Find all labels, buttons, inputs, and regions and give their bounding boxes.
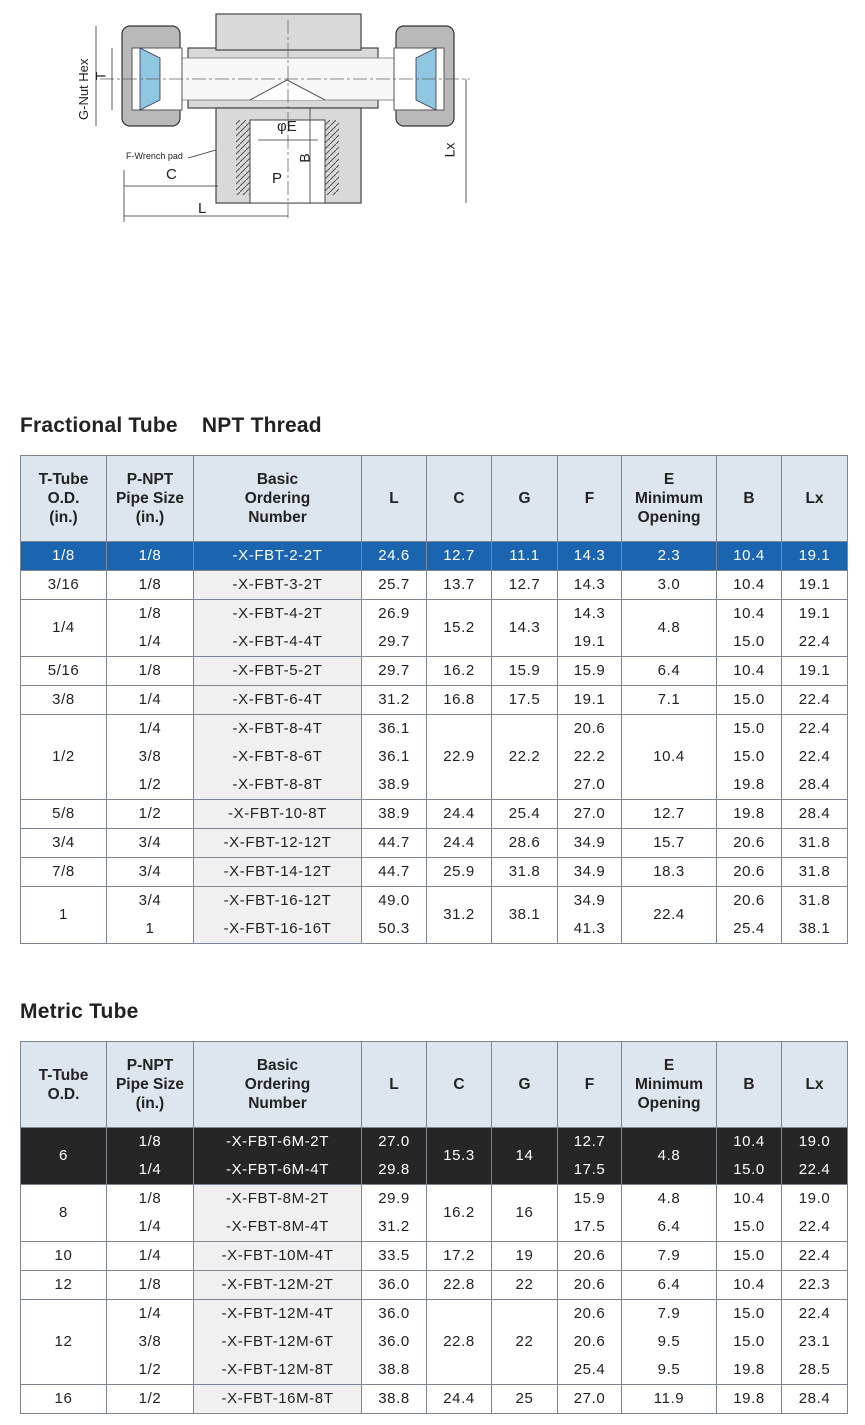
- cell-b: 20.6: [717, 858, 782, 887]
- cell-pipe-size: 1/4: [107, 628, 194, 657]
- cell-c: 22.8: [427, 1300, 492, 1385]
- cell-b: 15.0: [717, 1213, 782, 1242]
- cell-lx: 22.4: [782, 686, 848, 715]
- header-l: L: [362, 456, 427, 542]
- cell-ordering-number: -X-FBT-6M-4T: [194, 1156, 362, 1185]
- cell-l: 31.2: [362, 686, 427, 715]
- header-b: B: [717, 456, 782, 542]
- cell-b: 10.4: [717, 1128, 782, 1157]
- cell-f: 14.3: [558, 571, 622, 600]
- cell-tube-od: 1/4: [21, 600, 107, 657]
- cell-c: 16.2: [427, 1185, 492, 1242]
- header-lx: Lx: [782, 456, 848, 542]
- cell-pipe-size: 1/8: [107, 657, 194, 686]
- cell-g: 22.2: [492, 715, 558, 800]
- cell-ordering-number: -X-FBT-6M-2T: [194, 1128, 362, 1157]
- cell-ordering-number: -X-FBT-8M-4T: [194, 1213, 362, 1242]
- cell-e-min-opening: 4.8: [622, 1185, 717, 1214]
- cell-e-min-opening: 7.9: [622, 1242, 717, 1271]
- cell-lx: 28.5: [782, 1356, 848, 1385]
- cell-g: 16: [492, 1185, 558, 1242]
- cell-lx: 19.0: [782, 1128, 848, 1157]
- cell-tube-od: 1/8: [21, 542, 107, 571]
- cell-c: 15.2: [427, 600, 492, 657]
- cell-lx: 22.4: [782, 1213, 848, 1242]
- cell-b: 10.4: [717, 571, 782, 600]
- cell-f: 14.3: [558, 542, 622, 571]
- table-row: [21, 858, 848, 887]
- cell-lx: 19.1: [782, 571, 848, 600]
- table-row: [21, 1271, 848, 1300]
- header-g: G: [492, 1042, 558, 1128]
- cell-tube-od: 10: [21, 1242, 107, 1271]
- header-lx: Lx: [782, 1042, 848, 1128]
- cell-f: 22.2: [558, 743, 622, 771]
- cell-f: 17.5: [558, 1213, 622, 1242]
- cell-c: 24.4: [427, 1385, 492, 1414]
- cell-g: 22: [492, 1271, 558, 1300]
- cell-pipe-size: 1/4: [107, 1242, 194, 1271]
- table-row: [21, 829, 848, 858]
- cell-lx: 22.4: [782, 1156, 848, 1185]
- cell-ordering-number: -X-FBT-12M-8T: [194, 1356, 362, 1385]
- cell-pipe-size: 1/4: [107, 715, 194, 744]
- cell-f: 41.3: [558, 915, 622, 944]
- cell-c: 22.8: [427, 1271, 492, 1300]
- cell-b: 19.8: [717, 1356, 782, 1385]
- cell-l: 24.6: [362, 542, 427, 571]
- header-c: C: [427, 456, 492, 542]
- lx-label: Lx: [441, 142, 458, 158]
- cell-f: 34.9: [558, 829, 622, 858]
- cell-c: 25.9: [427, 858, 492, 887]
- cell-e-min-opening: 3.0: [622, 571, 717, 600]
- cell-e-min-opening: 2.3: [622, 542, 717, 571]
- cell-e-min-opening: 11.9: [622, 1385, 717, 1414]
- cell-pipe-size: 1/8: [107, 1128, 194, 1157]
- cell-e-min-opening: 6.4: [622, 657, 717, 686]
- cell-l: 29.8: [362, 1156, 427, 1185]
- header-tube-od: T-Tube O.D.: [21, 1042, 107, 1128]
- cell-pipe-size: 3/4: [107, 858, 194, 887]
- cell-l: 50.3: [362, 915, 427, 944]
- cell-lx: 28.4: [782, 1385, 848, 1414]
- metric-spec-table: [20, 1041, 848, 1414]
- cell-b: 10.4: [717, 600, 782, 629]
- cell-l: 38.8: [362, 1385, 427, 1414]
- cell-ordering-number: -X-FBT-8-6T: [194, 743, 362, 771]
- cell-l: 36.0: [362, 1328, 427, 1356]
- cell-f: 20.6: [558, 715, 622, 744]
- header-f: F: [558, 1042, 622, 1128]
- cell-ordering-number: -X-FBT-16M-8T: [194, 1385, 362, 1414]
- cell-ordering-number: -X-FBT-2-2T: [194, 542, 362, 571]
- cell-f: 34.9: [558, 887, 622, 916]
- cell-lx: 22.4: [782, 628, 848, 657]
- cell-pipe-size: 3/4: [107, 829, 194, 858]
- t-label: T: [92, 71, 109, 81]
- cell-l: 29.9: [362, 1185, 427, 1214]
- cell-ordering-number: -X-FBT-12M-2T: [194, 1271, 362, 1300]
- cell-l: 27.0: [362, 1128, 427, 1157]
- cell-pipe-size: 1/2: [107, 1385, 194, 1414]
- cell-b: 15.0: [717, 1300, 782, 1329]
- cell-ordering-number: -X-FBT-12-12T: [194, 829, 362, 858]
- cell-c: 12.7: [427, 542, 492, 571]
- cell-ordering-number: -X-FBT-12M-4T: [194, 1300, 362, 1329]
- table-row: [21, 542, 848, 571]
- cell-l: 33.5: [362, 1242, 427, 1271]
- cell-l: 26.9: [362, 600, 427, 629]
- cell-tube-od: 1: [21, 887, 107, 944]
- cell-pipe-size: 3/4: [107, 887, 194, 916]
- cell-b: 20.6: [717, 887, 782, 916]
- phi-e-label: φE: [277, 118, 297, 135]
- cell-g: 28.6: [492, 829, 558, 858]
- table-row: [21, 887, 848, 916]
- cell-g: 11.1: [492, 542, 558, 571]
- cell-pipe-size: 1/4: [107, 1300, 194, 1329]
- cell-tube-od: 12: [21, 1300, 107, 1385]
- cell-g: 12.7: [492, 571, 558, 600]
- cell-lx: 22.3: [782, 1271, 848, 1300]
- cell-g: 31.8: [492, 858, 558, 887]
- header-ordering-number: Basic Ordering Number: [194, 456, 362, 542]
- cell-ordering-number: -X-FBT-5-2T: [194, 657, 362, 686]
- cell-f: 20.6: [558, 1328, 622, 1356]
- cell-pipe-size: 1/4: [107, 686, 194, 715]
- cell-lx: 22.4: [782, 1242, 848, 1271]
- cell-lx: 22.4: [782, 743, 848, 771]
- cell-lx: 31.8: [782, 858, 848, 887]
- cell-ordering-number: -X-FBT-8-8T: [194, 771, 362, 800]
- table-row: [21, 1128, 848, 1157]
- fractional-section-title: Fractional Tube NPT Thread: [20, 414, 322, 437]
- header-b: B: [717, 1042, 782, 1128]
- cell-pipe-size: 1/8: [107, 600, 194, 629]
- cell-c: 16.8: [427, 686, 492, 715]
- cell-pipe-size: 1/4: [107, 1213, 194, 1242]
- cell-lx: 19.1: [782, 542, 848, 571]
- cell-tube-od: 16: [21, 1385, 107, 1414]
- cell-ordering-number: -X-FBT-12M-6T: [194, 1328, 362, 1356]
- g-nut-hex-label: G-Nut Hex: [76, 58, 91, 120]
- cell-f: 19.1: [558, 686, 622, 715]
- cell-f: 20.6: [558, 1300, 622, 1329]
- cell-l: 44.7: [362, 858, 427, 887]
- cell-c: 31.2: [427, 887, 492, 944]
- cell-pipe-size: 1/8: [107, 542, 194, 571]
- cell-tube-od: 12: [21, 1271, 107, 1300]
- cell-f: 15.9: [558, 657, 622, 686]
- cell-g: 14.3: [492, 600, 558, 657]
- table-row: [21, 1300, 848, 1329]
- cell-b: 10.4: [717, 657, 782, 686]
- header-f: F: [558, 456, 622, 542]
- cell-tube-od: 8: [21, 1185, 107, 1242]
- cell-tube-od: 1/2: [21, 715, 107, 800]
- cell-c: 15.3: [427, 1128, 492, 1185]
- cell-g: 38.1: [492, 887, 558, 944]
- cell-b: 15.0: [717, 628, 782, 657]
- table-row: [21, 600, 848, 629]
- cell-b: 10.4: [717, 1271, 782, 1300]
- cell-lx: 22.4: [782, 1300, 848, 1329]
- cell-tube-od: 3/16: [21, 571, 107, 600]
- cell-l: 38.9: [362, 800, 427, 829]
- cell-f: 14.3: [558, 600, 622, 629]
- cell-ordering-number: -X-FBT-10M-4T: [194, 1242, 362, 1271]
- cell-f: 17.5: [558, 1156, 622, 1185]
- table-row: [21, 1185, 848, 1214]
- cell-g: 25.4: [492, 800, 558, 829]
- cell-b: 25.4: [717, 915, 782, 944]
- p-label: P: [272, 170, 283, 187]
- fractional-spec-table: [20, 455, 848, 944]
- cell-f: 20.6: [558, 1242, 622, 1271]
- cell-lx: 19.0: [782, 1185, 848, 1214]
- cell-e-min-opening: 9.5: [622, 1328, 717, 1356]
- cell-f: 20.6: [558, 1271, 622, 1300]
- cell-ordering-number: -X-FBT-16-12T: [194, 887, 362, 916]
- cell-pipe-size: 1/2: [107, 771, 194, 800]
- cell-e-min-opening: 18.3: [622, 858, 717, 887]
- cell-g: 22: [492, 1300, 558, 1385]
- cell-pipe-size: 1/8: [107, 571, 194, 600]
- cell-ordering-number: -X-FBT-8M-2T: [194, 1185, 362, 1214]
- table-header-row: [21, 1042, 848, 1128]
- cell-ordering-number: -X-FBT-4-2T: [194, 600, 362, 629]
- table-row: [21, 1242, 848, 1271]
- cell-c: 13.7: [427, 571, 492, 600]
- table-row: [21, 715, 848, 744]
- cell-e-min-opening: 15.7: [622, 829, 717, 858]
- cell-ordering-number: -X-FBT-14-12T: [194, 858, 362, 887]
- cell-l: 49.0: [362, 887, 427, 916]
- cell-e-min-opening: 4.8: [622, 600, 717, 657]
- cell-e-min-opening: 7.1: [622, 686, 717, 715]
- header-l: L: [362, 1042, 427, 1128]
- cell-e-min-opening: 9.5: [622, 1356, 717, 1385]
- cell-ordering-number: -X-FBT-8-4T: [194, 715, 362, 744]
- b-label: B: [296, 153, 313, 163]
- cell-e-min-opening: 7.9: [622, 1300, 717, 1329]
- cell-tube-od: 3/8: [21, 686, 107, 715]
- cell-pipe-size: 1: [107, 915, 194, 944]
- l-label: L: [198, 200, 207, 217]
- cell-b: 15.0: [717, 1328, 782, 1356]
- cell-ordering-number: -X-FBT-6-4T: [194, 686, 362, 715]
- cell-lx: 28.4: [782, 800, 848, 829]
- cell-lx: 38.1: [782, 915, 848, 944]
- cell-c: 17.2: [427, 1242, 492, 1271]
- cell-ordering-number: -X-FBT-4-4T: [194, 628, 362, 657]
- cell-b: 15.0: [717, 686, 782, 715]
- cell-l: 29.7: [362, 628, 427, 657]
- cell-pipe-size: 3/8: [107, 743, 194, 771]
- cell-l: 29.7: [362, 657, 427, 686]
- cell-tube-od: 6: [21, 1128, 107, 1185]
- table-row: [21, 657, 848, 686]
- metric-section-title: Metric Tube: [20, 1000, 139, 1023]
- cell-lx: 19.1: [782, 657, 848, 686]
- cell-pipe-size: 1/4: [107, 1156, 194, 1185]
- header-ordering-number: Basic Ordering Number: [194, 1042, 362, 1128]
- cell-e-min-opening: 12.7: [622, 800, 717, 829]
- cell-l: 44.7: [362, 829, 427, 858]
- cell-lx: 23.1: [782, 1328, 848, 1356]
- cell-b: 19.8: [717, 1385, 782, 1414]
- header-g: G: [492, 456, 558, 542]
- cell-b: 15.0: [717, 743, 782, 771]
- header-pipe-size: P-NPT Pipe Size (in.): [107, 1042, 194, 1128]
- cell-l: 36.1: [362, 715, 427, 744]
- cell-pipe-size: 1/8: [107, 1271, 194, 1300]
- cell-b: 19.8: [717, 771, 782, 800]
- cell-f: 34.9: [558, 858, 622, 887]
- cell-e-min-opening: 6.4: [622, 1213, 717, 1242]
- cell-f: 27.0: [558, 800, 622, 829]
- table-row: [21, 1385, 848, 1414]
- cell-ordering-number: -X-FBT-10-8T: [194, 800, 362, 829]
- cell-c: 22.9: [427, 715, 492, 800]
- cell-l: 36.0: [362, 1271, 427, 1300]
- cell-pipe-size: 1/2: [107, 800, 194, 829]
- cell-e-min-opening: 10.4: [622, 715, 717, 800]
- cell-b: 15.0: [717, 1242, 782, 1271]
- table-row: [21, 800, 848, 829]
- cell-l: 25.7: [362, 571, 427, 600]
- cell-tube-od: 7/8: [21, 858, 107, 887]
- cell-g: 17.5: [492, 686, 558, 715]
- cell-lx: 31.8: [782, 829, 848, 858]
- cell-g: 14: [492, 1128, 558, 1185]
- cell-f: 27.0: [558, 771, 622, 800]
- cell-b: 10.4: [717, 1185, 782, 1214]
- header-pipe-size: P-NPT Pipe Size (in.): [107, 456, 194, 542]
- cell-f: 15.9: [558, 1185, 622, 1214]
- cell-pipe-size: 1/8: [107, 1185, 194, 1214]
- f-wrench-pad-label: F-Wrench pad: [126, 151, 183, 161]
- cell-b: 15.0: [717, 715, 782, 744]
- cell-b: 10.4: [717, 542, 782, 571]
- header-tube-od: T-Tube O.D. (in.): [21, 456, 107, 542]
- cell-l: 38.8: [362, 1356, 427, 1385]
- cell-b: 19.8: [717, 800, 782, 829]
- cell-tube-od: 5/16: [21, 657, 107, 686]
- cell-lx: 28.4: [782, 771, 848, 800]
- cell-g: 19: [492, 1242, 558, 1271]
- cell-l: 38.9: [362, 771, 427, 800]
- cell-l: 36.1: [362, 743, 427, 771]
- header-e-min-opening: E Minimum Opening: [622, 1042, 717, 1128]
- header-e-min-opening: E Minimum Opening: [622, 456, 717, 542]
- cell-g: 15.9: [492, 657, 558, 686]
- cell-b: 20.6: [717, 829, 782, 858]
- cell-tube-od: 5/8: [21, 800, 107, 829]
- cell-g: 25: [492, 1385, 558, 1414]
- cell-pipe-size: 1/2: [107, 1356, 194, 1385]
- cell-c: 16.2: [427, 657, 492, 686]
- cell-l: 36.0: [362, 1300, 427, 1329]
- cell-lx: 19.1: [782, 600, 848, 629]
- cell-tube-od: 3/4: [21, 829, 107, 858]
- cell-f: 19.1: [558, 628, 622, 657]
- cell-f: 12.7: [558, 1128, 622, 1157]
- cell-f: 27.0: [558, 1385, 622, 1414]
- cell-e-min-opening: 4.8: [622, 1128, 717, 1185]
- cell-l: 31.2: [362, 1213, 427, 1242]
- table-row: [21, 686, 848, 715]
- cell-lx: 22.4: [782, 715, 848, 744]
- cell-ordering-number: -X-FBT-16-16T: [194, 915, 362, 944]
- cell-f: 25.4: [558, 1356, 622, 1385]
- header-c: C: [427, 1042, 492, 1128]
- cell-ordering-number: -X-FBT-3-2T: [194, 571, 362, 600]
- table-row: [21, 571, 848, 600]
- cell-pipe-size: 3/8: [107, 1328, 194, 1356]
- cell-c: 24.4: [427, 829, 492, 858]
- c-label: C: [166, 166, 177, 183]
- cell-c: 24.4: [427, 800, 492, 829]
- cell-b: 15.0: [717, 1156, 782, 1185]
- cell-e-min-opening: 22.4: [622, 887, 717, 944]
- cell-lx: 31.8: [782, 887, 848, 916]
- cell-e-min-opening: 6.4: [622, 1271, 717, 1300]
- table-header-row: [21, 456, 848, 542]
